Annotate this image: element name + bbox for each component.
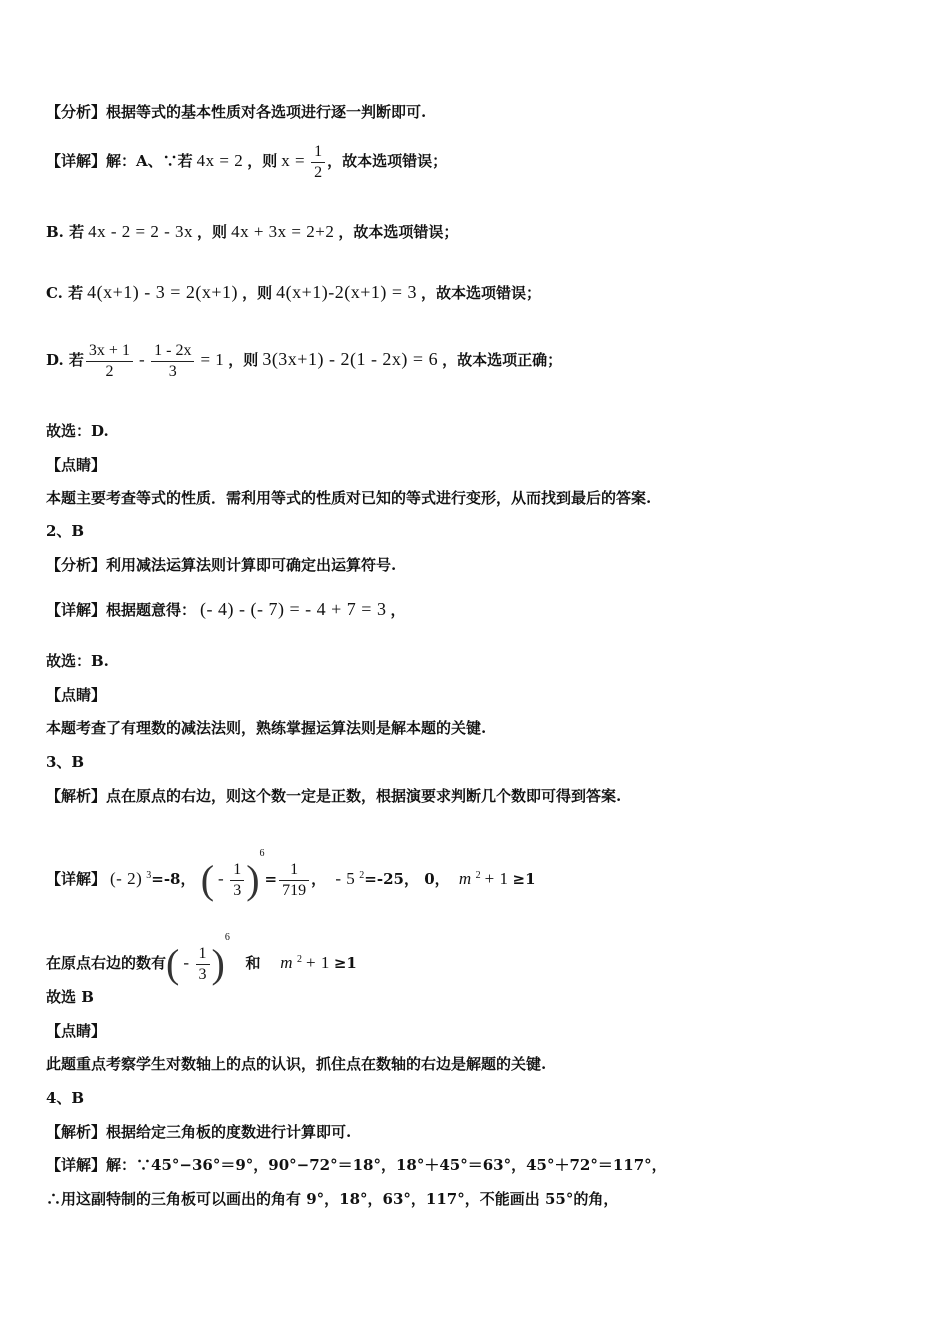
q1-analysis xyxy=(46,102,426,122)
math-subtraction: (- 4) - (- 7) = - 4 + 7 = 3 xyxy=(200,599,387,619)
analysis-text: 利用减法运算法则计算即可确定出运算符号. xyxy=(106,556,397,574)
analysis-tag: 【解析】 xyxy=(46,1123,107,1141)
math-a-lhs: x = xyxy=(281,151,306,170)
minus-sign: - xyxy=(138,350,146,369)
q1-detail-d xyxy=(46,336,562,383)
analysis-text: 根据等式的基本性质对各选项进行逐一判断即可. xyxy=(106,103,427,121)
q2-number: 2、B xyxy=(46,522,85,540)
fraction-one-third xyxy=(230,860,244,901)
detail-tag: 【详解】 xyxy=(46,870,107,888)
minus-sign: - xyxy=(218,869,225,888)
exponent: 6 xyxy=(224,932,230,943)
fraction-denominator: 2 xyxy=(105,362,114,380)
right-paren: ) xyxy=(211,941,225,986)
left-paren: ( xyxy=(166,941,180,986)
fraction-result xyxy=(279,860,309,901)
option-c-prefix: C. 若 xyxy=(46,284,84,302)
comma: ， xyxy=(311,870,327,888)
option-verdict: ，故本选项错误； xyxy=(421,284,542,302)
relation: ≥1 xyxy=(333,954,357,972)
detail-tag: 【详解】 xyxy=(46,152,107,170)
left-paren: ( xyxy=(200,857,215,902)
q3-comment-text: 此题重点考察学生对数轴上的点的认识，抓住点在数轴的右边是解题的关键. xyxy=(46,1055,547,1073)
math-neg-five: - 5 xyxy=(335,869,356,888)
option-verdict: ，故本选项错误； xyxy=(327,152,448,170)
math-a-eq: 4x = 2 xyxy=(196,151,244,170)
math-rhs: = 1 xyxy=(200,350,225,369)
q2-comment-text: 本题考查了有理数的减法法则，熟练掌握运算法则是解本题的关键. xyxy=(46,719,487,737)
fraction-numerator: 1 xyxy=(196,944,210,965)
zero-value: 0， xyxy=(424,870,450,888)
and-word: 和 xyxy=(245,954,261,972)
fraction-numerator: 1 xyxy=(230,860,244,881)
q4-analysis xyxy=(46,1122,351,1142)
then-word: ，则 xyxy=(197,223,228,241)
math-c-eq2: 4(x+1)-2(x+1) = 3 xyxy=(276,282,418,302)
fraction-one-third xyxy=(196,944,210,985)
q1-detail-c xyxy=(46,282,541,303)
detail-prefix: 解：A、∵若 xyxy=(106,152,193,170)
fraction-denominator: 3 xyxy=(198,965,207,983)
analysis-text: 根据给定三角板的度数进行计算即可. xyxy=(106,1123,352,1141)
fraction-numerator: 1 xyxy=(279,860,309,881)
fraction-denominator: 2 xyxy=(314,163,323,181)
option-d-prefix: D. 若 xyxy=(46,351,84,369)
then-word: ，则 xyxy=(247,152,278,170)
fraction-denominator: 719 xyxy=(282,881,307,899)
math-neg-two: (- 2) xyxy=(110,869,143,888)
option-b-prefix: B. 若 xyxy=(46,223,85,241)
q3-number: 3、B xyxy=(46,753,85,771)
q1-comment-text: 本题主要考查等式的性质．需利用等式的性质对已知的等式进行变形，从而找到最后的答案. xyxy=(46,489,652,507)
detail-tag: 【详解】 xyxy=(46,1156,107,1174)
right-paren: ) xyxy=(246,857,260,902)
plus-one: + 1 xyxy=(305,953,330,972)
q1-choice: 故选：D. xyxy=(46,422,109,440)
analysis-text: 点在原点的右边，则这个数一定是正数，根据演要求判断几个数即可得到答案. xyxy=(106,787,622,805)
detail-text: 解：∵45°−36°＝9°，90°−72°＝18°，18°＋45°＝63°，45°＋72°＝117°， xyxy=(106,1156,667,1174)
exponent: 2 xyxy=(296,954,302,965)
analysis-tag: 【解析】 xyxy=(46,787,107,805)
option-verdict: ，故本选项错误； xyxy=(338,223,459,241)
q3-detail xyxy=(46,826,536,907)
math-b-eq2: 4x + 3x = 2+2 xyxy=(231,222,335,241)
q2-comment-tag: 【点睛】 xyxy=(46,686,107,704)
math-m: m xyxy=(280,953,293,972)
fraction-numerator: 1 - 2x xyxy=(151,341,194,362)
math-m: m xyxy=(458,869,472,888)
fraction-denominator: 3 xyxy=(233,881,242,899)
math-c-eq1: 4(x+1) - 3 = 2(x+1) xyxy=(87,282,239,302)
value: =-8， xyxy=(151,870,196,888)
q1-detail-a xyxy=(46,140,447,183)
math-b-eq1: 4x - 2 = 2 - 3x xyxy=(88,222,194,241)
q2-analysis xyxy=(46,555,396,575)
minus-sign: - xyxy=(183,953,190,972)
q4-number: 4、B xyxy=(46,1089,85,1107)
q3-analysis xyxy=(46,786,621,806)
q2-detail xyxy=(46,599,405,620)
q3-right-side xyxy=(46,910,357,991)
fraction-3x-plus-1-over-2 xyxy=(86,341,133,382)
then-word: ，则 xyxy=(242,284,273,302)
equals-sign: = xyxy=(264,870,278,888)
q1-comment-tag: 【点睛】 xyxy=(46,456,107,474)
fraction-1-minus-2x-over-3 xyxy=(151,341,194,382)
fraction-numerator: 1 xyxy=(311,142,325,163)
detail-prefix: 根据题意得： xyxy=(106,601,197,619)
q4-detail xyxy=(46,1155,667,1175)
exponent: 2 xyxy=(359,870,365,881)
q1-detail-b xyxy=(46,222,458,242)
value: =-25， xyxy=(364,870,419,888)
exponent: 2 xyxy=(475,870,481,881)
option-verdict: ，故本选项正确； xyxy=(442,351,563,369)
analysis-tag: 【分析】 xyxy=(46,556,107,574)
analysis-tag: 【分析】 xyxy=(46,103,107,121)
q3-comment-tag: 【点睛】 xyxy=(46,1022,107,1040)
exponent: 3 xyxy=(146,870,152,881)
fraction-numerator: 3x + 1 xyxy=(86,341,133,362)
relation: ≥1 xyxy=(512,870,536,888)
q3-choice: 故选 B xyxy=(46,988,94,1006)
exponent: 6 xyxy=(259,848,265,859)
q4-conclusion: ∴用这副特制的三角板可以画出的角有 9°，18°，63°，117°，不能画出 55°的角， xyxy=(46,1190,619,1208)
math-d-eq2: 3(3x+1) - 2(1 - 2x) = 6 xyxy=(262,349,439,369)
detail-tag: 【详解】 xyxy=(46,601,107,619)
fraction-one-half xyxy=(311,142,325,183)
fraction-denominator: 3 xyxy=(168,362,177,380)
plus-one: + 1 xyxy=(484,869,509,888)
q2-choice: 故选：B. xyxy=(46,652,109,670)
comma: ， xyxy=(390,601,406,619)
then-word: ，则 xyxy=(228,351,259,369)
right-side-prefix: 在原点右边的数有 xyxy=(46,954,167,972)
